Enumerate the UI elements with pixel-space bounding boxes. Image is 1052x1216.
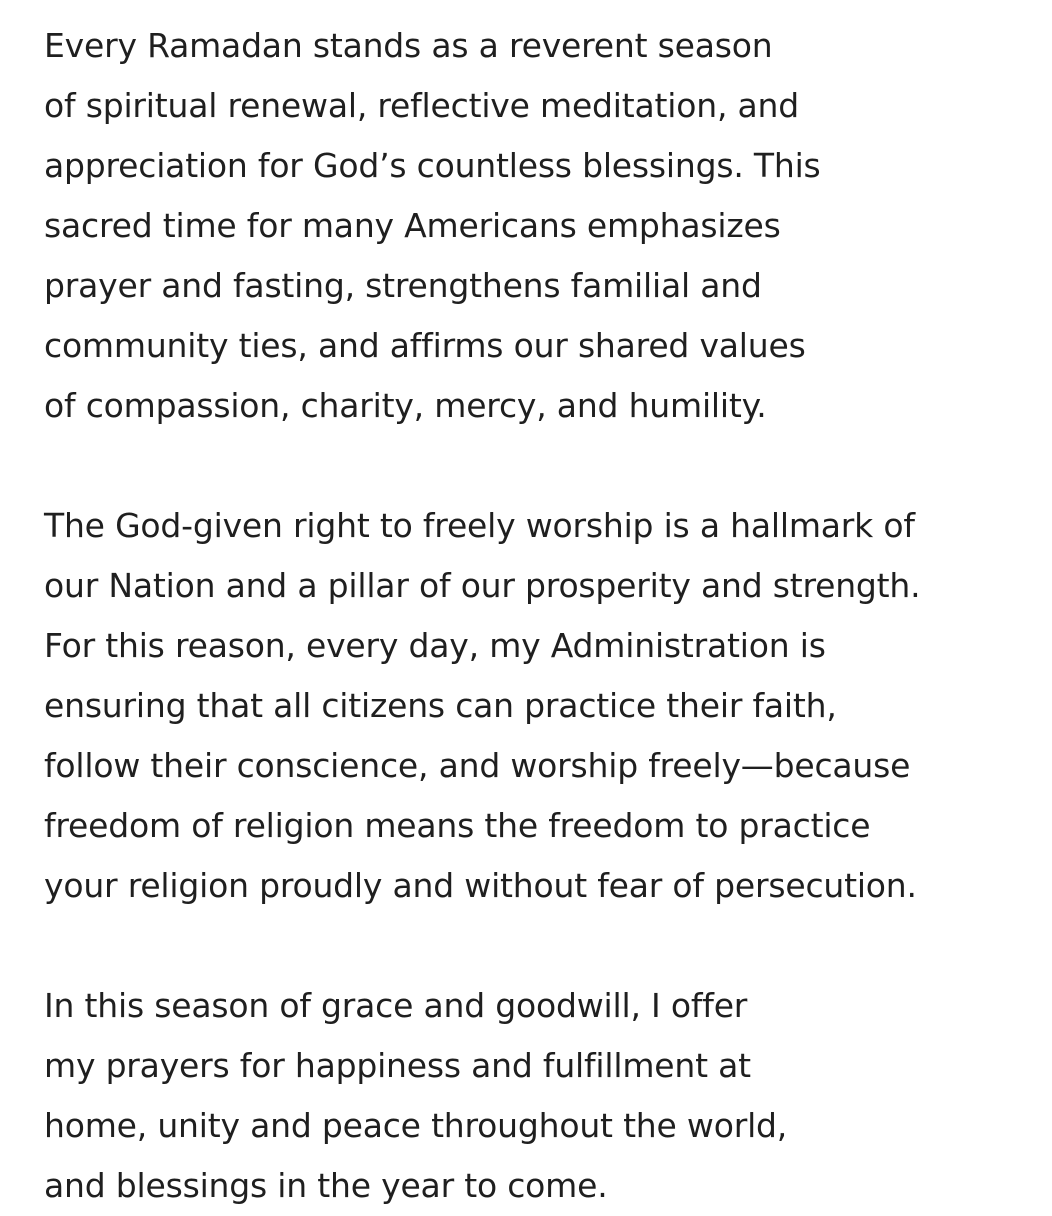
text-line: ensuring that all citizens can practice their faith, xyxy=(44,686,837,725)
text-line: prayer and fasting, strengthens familial and xyxy=(44,266,762,305)
text-line: home, unity and peace throughout the world, xyxy=(44,1106,788,1145)
text-line: appreciation for God’s countless blessings. This xyxy=(44,146,821,185)
text-line: community ties, and affirms our shared values xyxy=(44,326,806,365)
text-line: The God-given right to freely worship is a hallmark of xyxy=(44,506,915,545)
text-line: and blessings in the year to come. xyxy=(44,1166,608,1205)
text-line: sacred time for many Americans emphasizes xyxy=(44,206,781,245)
text-line: our Nation and a pillar of our prosperity and strength. xyxy=(44,566,921,605)
text-line: Every Ramadan stands as a reverent season xyxy=(44,26,773,65)
text-line: of spiritual renewal, reflective meditation, and xyxy=(44,86,800,125)
text-line: In this season of grace and goodwill, I offer xyxy=(44,986,748,1025)
paragraph-blessings xyxy=(44,976,1024,1216)
paragraph-religious-freedom xyxy=(44,496,1024,916)
text-line: of compassion, charity, mercy, and humility. xyxy=(44,386,767,425)
text-line: my prayers for happiness and fulfillment at xyxy=(44,1046,751,1085)
text-line: freedom of religion means the freedom to practice xyxy=(44,806,871,845)
document-body xyxy=(44,16,1024,1216)
text-line: follow their conscience, and worship freely—because xyxy=(44,746,911,785)
text-line: your religion proudly and without fear of persecution. xyxy=(44,866,917,905)
paragraph-ramadan xyxy=(44,16,1024,436)
text-line: For this reason, every day, my Administration is xyxy=(44,626,826,665)
